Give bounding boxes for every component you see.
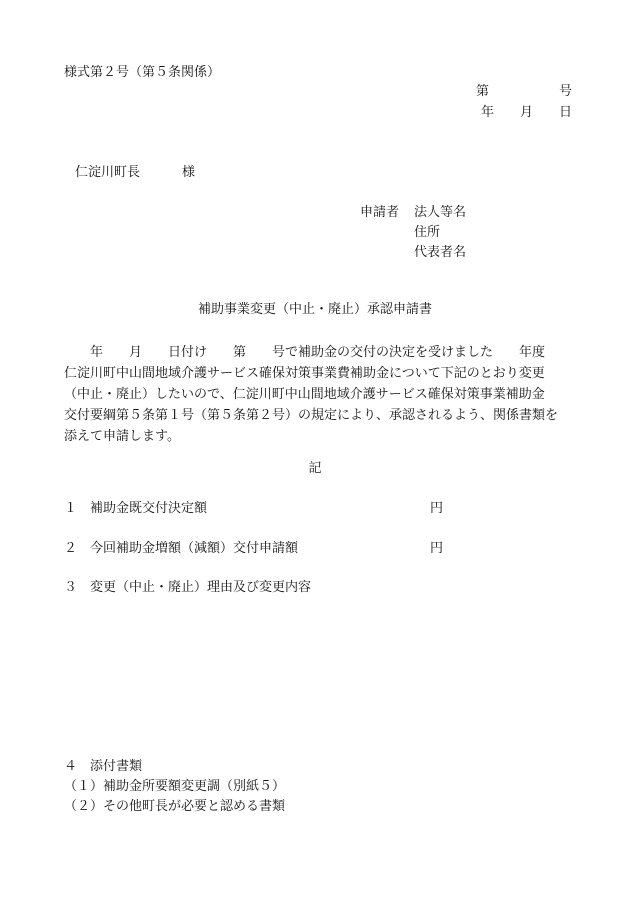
- yen-unit: 円: [430, 501, 444, 516]
- item-number: ４: [64, 759, 78, 774]
- body-line: 交付要綱第５条第１号（第５条第２号）の規定により、承認されるよう、関係書類を: [64, 408, 559, 423]
- item-change-reason: [64, 581, 311, 594]
- item-granted-amount: [64, 502, 207, 515]
- attachment-item: （２）その他町長が必要と認める書類: [64, 799, 286, 814]
- item-number: ３: [64, 580, 78, 595]
- document-date: [481, 106, 572, 119]
- applicant-field-address: 住所: [414, 225, 441, 240]
- body-paragraph: [64, 342, 584, 447]
- document-title: 補助事業変更（中止・廃止）承認申請書: [197, 302, 432, 317]
- item-change-amount: [64, 542, 298, 555]
- applicant-field-representative: 代表者名: [414, 245, 467, 260]
- date-month: 月: [519, 105, 533, 120]
- addressee-name: 仁淀川町長: [75, 165, 141, 180]
- item-label: 今回補助金増額（減額）交付申請額: [90, 541, 299, 556]
- body-line: 年 月 日付け 第 号で補助金の交付の決定を受けました 年度: [64, 345, 546, 360]
- body-line: 添えて申請します。: [64, 429, 180, 444]
- applicant-block: [360, 206, 466, 266]
- number-suffix: 号: [558, 84, 572, 99]
- applicant-label: 申請者: [360, 205, 400, 220]
- attachment-item: （１）補助金所要額変更調（別紙５）: [64, 779, 286, 794]
- ki-heading: 記: [308, 461, 322, 476]
- form-number: 様式第２号（第５条関係）: [64, 65, 221, 80]
- item-number: １: [64, 501, 78, 516]
- addressee-honorific: 様: [182, 165, 196, 180]
- applicant-field-corp-name: 法人等名: [414, 205, 467, 220]
- addressee: [75, 166, 195, 179]
- body-line: （中止・廃止）したいので、仁淀川町中山間地域介護サービス確保対策事業補助金: [64, 387, 545, 402]
- number-prefix: 第: [475, 84, 489, 99]
- item-label: 添付書類: [90, 759, 143, 774]
- item-number: ２: [64, 541, 78, 556]
- item-label: 変更（中止・廃止）理由及び変更内容: [90, 580, 312, 595]
- yen-unit: 円: [430, 541, 444, 556]
- document-number: [476, 85, 572, 98]
- date-day: 日: [558, 105, 572, 120]
- body-line: 仁淀川町中山間地域介護サービス確保対策事業費補助金について下記のとおり変更: [64, 366, 545, 381]
- date-year: 年: [480, 105, 494, 120]
- item-label: 補助金既交付決定額: [90, 501, 208, 516]
- item-attachments: [64, 760, 142, 773]
